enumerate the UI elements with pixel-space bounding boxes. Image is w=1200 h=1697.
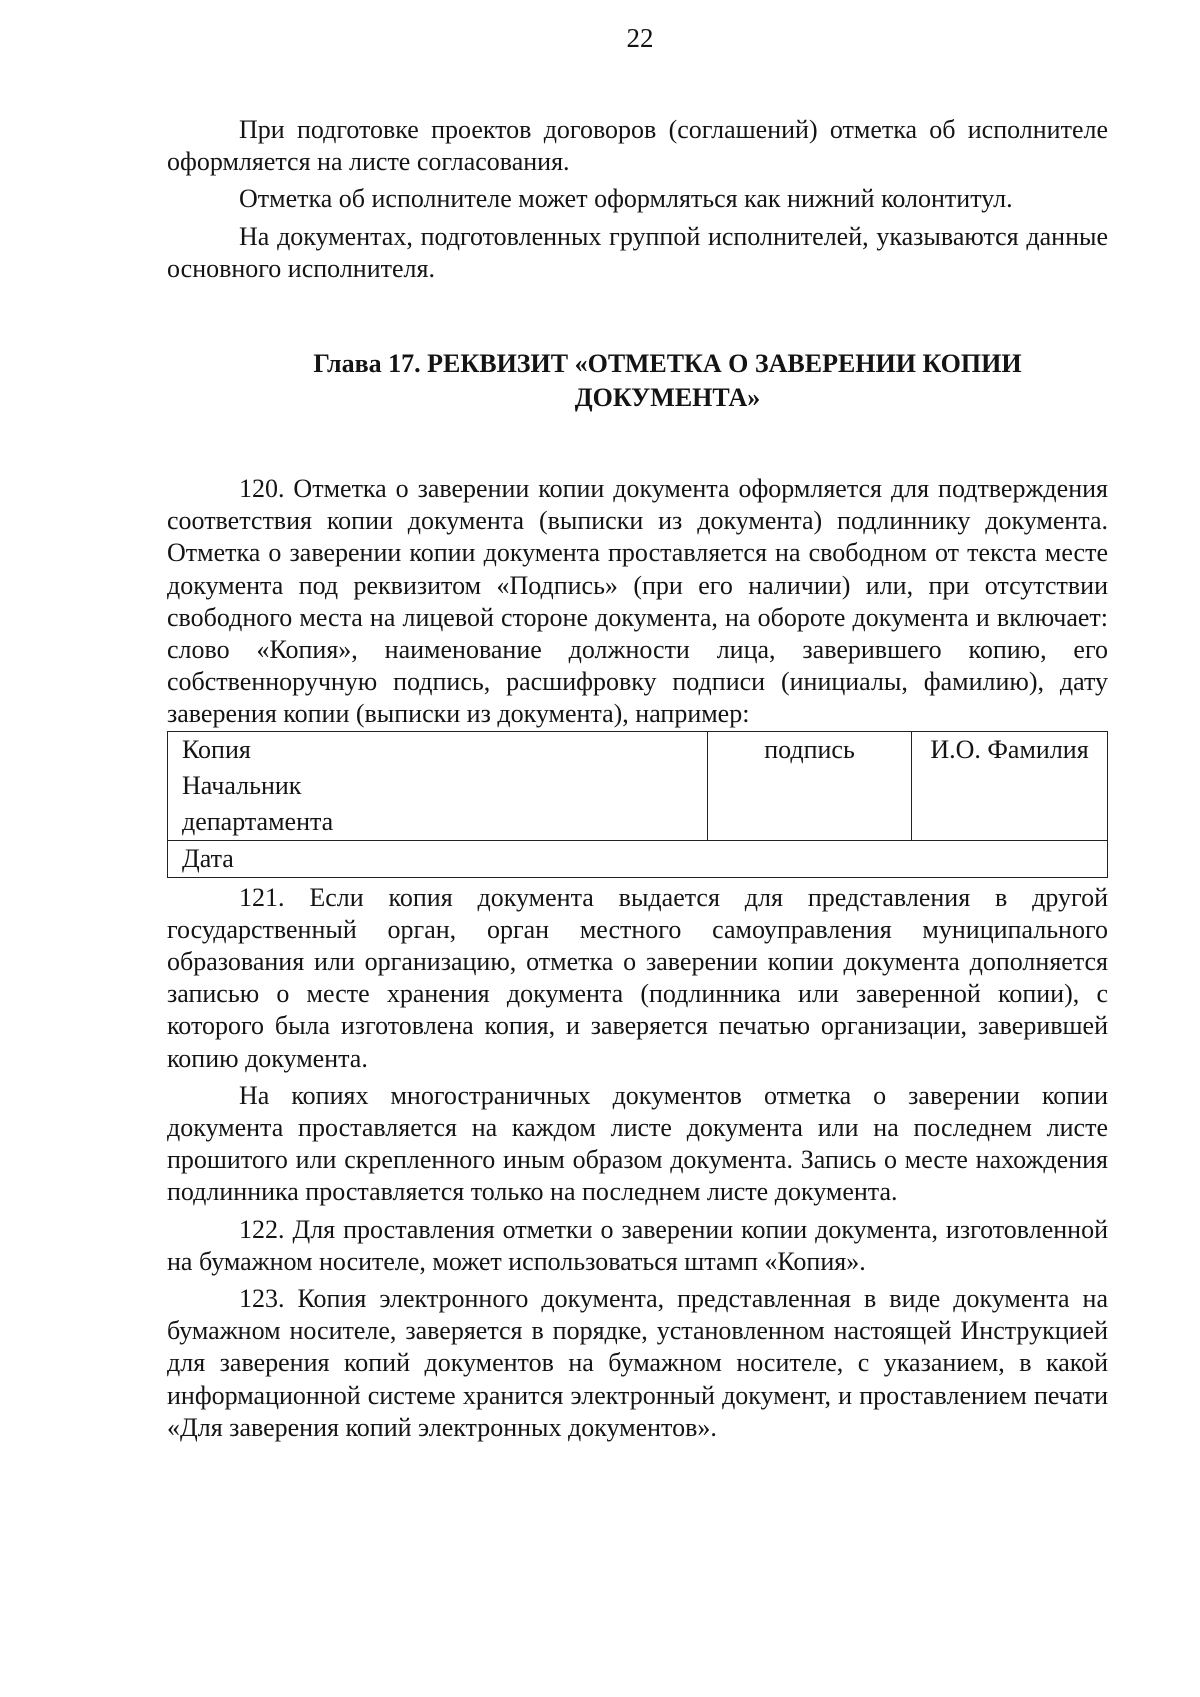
paragraph-123: 123. Копия электронного документа, представленная в виде документа на бумажном носителе, заверяется в порядке, установленном настоящей Инструкцией для заверения копий документов на бумажном носителе, с указанием, в какой информационной системе хранится электронный документ, и проставлением печати «Для заверения копий электронных документов». (167, 1284, 1108, 1442)
table-row (168, 731, 1108, 840)
cell-full-name: И.О. Фамилия (912, 731, 1108, 840)
chapter-heading (167, 347, 1108, 415)
table-row (168, 840, 1108, 877)
document-body (167, 114, 1108, 1444)
paragraph-contract-executor: При подготовке проектов договоров (соглашений) отметка об исполнителе оформляется на листе согласования. (167, 115, 1108, 177)
paragraph-multipage-copies: На копиях многостраничных документов отметка о заверении копии документа проставляется на каждом листе документа или на последнем листе прошитого или скрепленного иным образом документа. Запись о месте нахождения подлинника проставляется только на последнем листе документа. (167, 1080, 1108, 1207)
cell-date: Дата (168, 840, 1108, 877)
cell-position-line-2: департамента (182, 806, 334, 836)
cell-copy-position (168, 731, 708, 840)
paragraph-122: 122. Для проставления отметки о заверении копии документа, изготовленной на бумажном носителе, может использоваться штамп «Копия». (167, 1214, 1108, 1276)
cell-position-line-1: Начальник (182, 770, 302, 800)
paragraph-121: 121. Если копия документа выдается для представления в другой государственный орган, орган местного самоуправления муниципального образования или организацию, отметка о заверении копии документа дополняется записью о месте хранения документа (подлинника или заверенной копии), с которого была изготовлена копия, и заверяется печатью организации, заверившей копию документа. (167, 882, 1108, 1073)
cell-copy-label: Копия (182, 734, 251, 764)
paragraph-group-executors: На документах, подготовленных группой исполнителей, указываются данные основного исполнителя. (167, 221, 1108, 283)
chapter-heading-line-1: Глава 17. РЕКВИЗИТ «ОТМЕТКА О ЗАВЕРЕНИИ КОПИИ (313, 349, 1022, 379)
copy-certification-example-table (167, 731, 1108, 878)
page-number: 22 (626, 23, 654, 53)
paragraph-footer-note: Отметка об исполнителе может оформляться как нижний колонтитул. (239, 184, 1013, 214)
chapter-heading-line-2: ДОКУМЕНТА» (574, 383, 761, 413)
cell-signature: подпись (708, 731, 912, 840)
paragraph-120: 120. Отметка о заверении копии документа оформляется для подтверждения соответствия копии документа (выписки из документа) подлиннику документа. Отметка о заверении копии документа проставляется на свободном от текста месте документа под реквизитом «Подпись» (при его наличии) или, при отсутствии свободного места на лицевой стороне документа, на обороте документа и включает: слово «Копия», наименование должности лица, заверившего копию, его собственноручную подпись, расшифровку подписи (инициалы, фамилию), дату заверения копии (выписки из документа), например: (167, 474, 1108, 729)
